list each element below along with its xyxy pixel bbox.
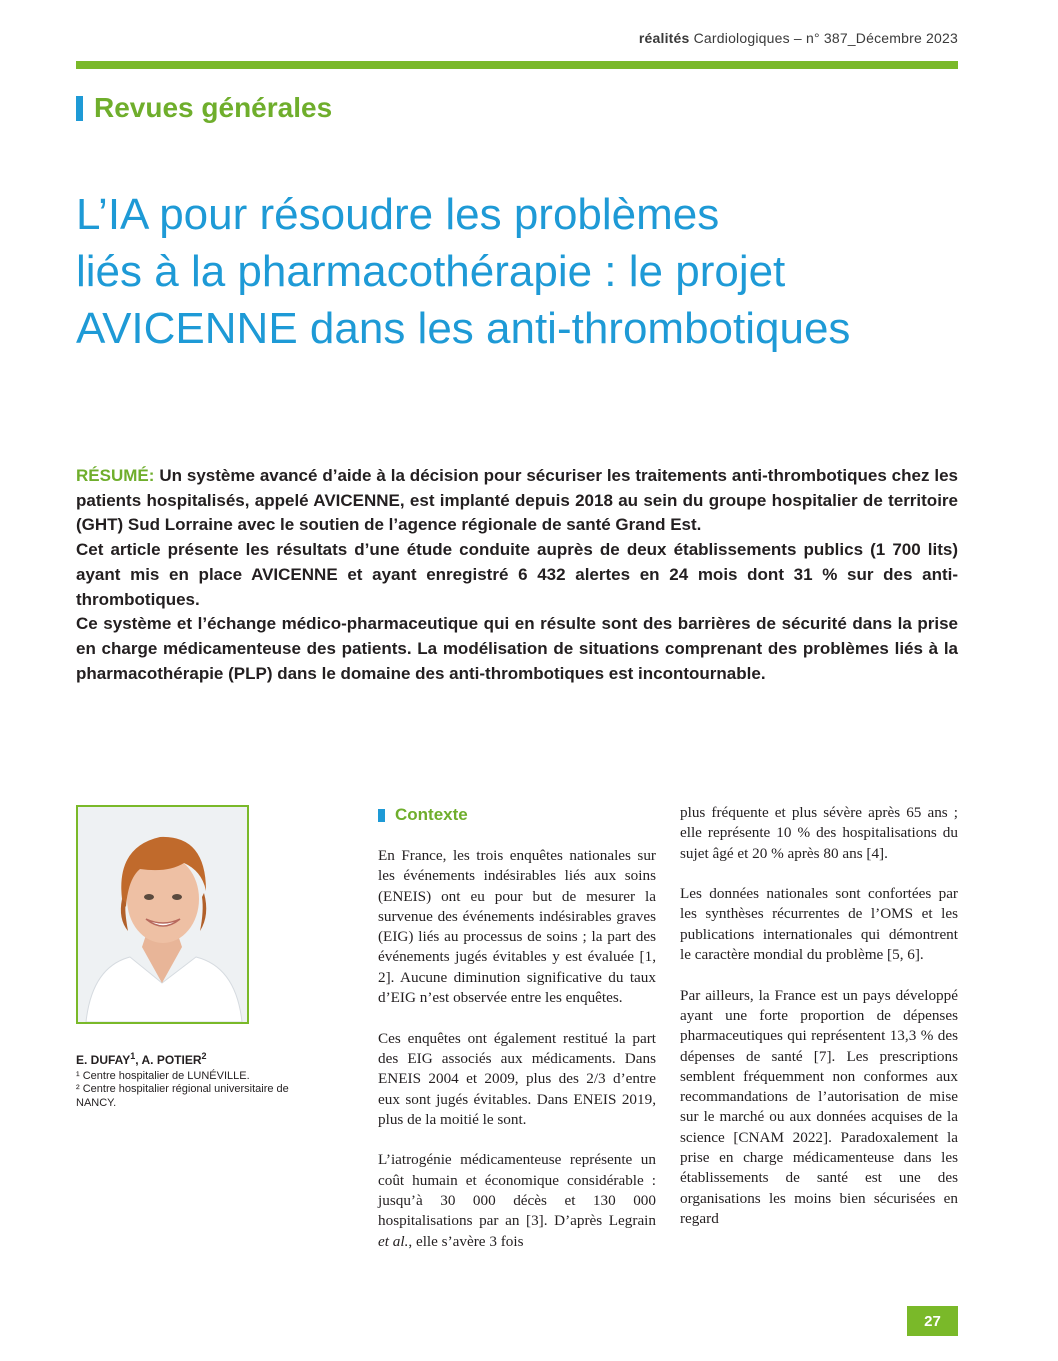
header-rule (76, 61, 958, 69)
abstract-paragraph: Ce système et l’échange médico-pharmaceutique qui en résulte sont des barrières de sécurité dans la prise en charge médicamenteuse des patients. La modélisation de situations comprenant des problèmes liés à la pharmacothérapie (PLP) dans le domaine des anti-thrombotiques est incontournable. (76, 614, 958, 683)
author-name: E. DUFAY (76, 1053, 131, 1067)
author-separator: , (135, 1053, 142, 1067)
author-block (76, 1050, 326, 1110)
body-emphasis: et al. (378, 1232, 409, 1250)
context-heading (378, 804, 468, 826)
journal-name: réalités (638, 30, 690, 46)
body-paragraph: En France, les trois enquêtes nationales sur les événements indésirables liés aux soins (ENEIS) ont eu pour but de mesurer la survenue des événements indésirables graves (EIG) liés au processus de soins ; la part des événements jugés évitables y est évaluée [1, 2]. Aucune diminution significative du taux d’EIG n’est observée entre les enquêtes. (378, 847, 656, 1007)
title-line: AVICENNE dans les anti-thrombotiques (76, 304, 851, 353)
author-photo (76, 805, 249, 1024)
section-title: Revues générales (94, 92, 333, 123)
body-paragraph: Par ailleurs, la France est un pays développé ayant une forte proportion de dépenses pharmaceutiques qui représentent 13,3 % des dépenses de santé [7]. Les prescriptions semblent fréquemment non conformes aux recommandations de l’autorisation de mise sur le marché ou aux données acquises de la science [CNAM 2022]. Paradoxalement la prise en charge médicamenteuse dans les établissements de santé est une des organisations les moins bien sécurisées en regard (680, 986, 958, 1227)
body-column-2 (680, 803, 958, 1250)
affiliation: ² Centre hospitalier régional universitaire de NANCY. (76, 1083, 289, 1109)
title-line: liés à la pharmacothérapie : le projet (76, 247, 786, 296)
article-title (76, 186, 966, 357)
title-line: L’IA pour résoudre les problèmes (76, 190, 720, 239)
section-marker (76, 96, 83, 121)
page-number: 27 (907, 1306, 958, 1336)
author-affil-ref: 2 (201, 1051, 207, 1061)
running-header (639, 30, 958, 46)
abstract-paragraph (76, 464, 958, 538)
heading-marker (378, 809, 385, 822)
body-text: , elle s’avère 3 fois (408, 1232, 524, 1250)
context-heading-text: Contexte (395, 805, 468, 824)
author-portrait (78, 807, 247, 1022)
body-column-1 (378, 846, 656, 1272)
abstract (76, 464, 958, 686)
section-label (76, 92, 332, 124)
author-name: A. POTIER (141, 1053, 202, 1067)
body-paragraph (378, 1150, 656, 1251)
abstract-paragraph: Cet article présente les résultats d’une étude conduite auprès de deux établissements publics (1 700 lits) ayant mis en place AVICENNE et ayant enregistré 6 432 alertes en 24 mois dont 31 % sur des anti-thrombotiques. (76, 540, 958, 609)
abstract-text: Un système avancé d’aide à la décision pour sécuriser les traitements anti-thrombotiques chez les patients hospitalisés, appelé AVICENNE, est implanté depuis 2018 au sein du groupe hospitalier de territoire (GHT) Sud Lorraine avec le soutien de l’agence régionale de santé Grand Est. (76, 466, 958, 535)
abstract-label: RÉSUMÉ: (76, 466, 155, 485)
author-affil-ref: 1 (130, 1051, 136, 1061)
body-text: L’iatrogénie médicamenteuse représente un coût humain et économique considérable : jusqu’à 30 000 décès et 130 000 hospitalisations par an [3]. D’après Legrain (378, 1151, 656, 1230)
affiliation: ¹ Centre hospitalier de LUNÉVILLE. (76, 1069, 250, 1082)
journal-issue: Cardiologiques – n° 387_Décembre 2023 (693, 30, 958, 46)
author-names (76, 1050, 326, 1068)
body-paragraph: plus fréquente et plus sévère après 65 ans ; elle représente 10 % des hospitalisations du sujet âgé et 20 % après 80 ans [4]. (680, 804, 958, 862)
body-paragraph: Les données nationales sont confortées par les synthèses récurrentes de l’OMS et les publications internationales qui démontrent le caractère mondial du problème [5, 6]. (680, 885, 958, 964)
body-paragraph: Ces enquêtes ont également restitué la part des EIG associés aux médicaments. Dans ENEIS 2004 et 2009, plus des 2/3 d’entre eux sont jugés évitables. Dans ENEIS 2019, plus de la moitié le sont. (378, 1029, 656, 1128)
